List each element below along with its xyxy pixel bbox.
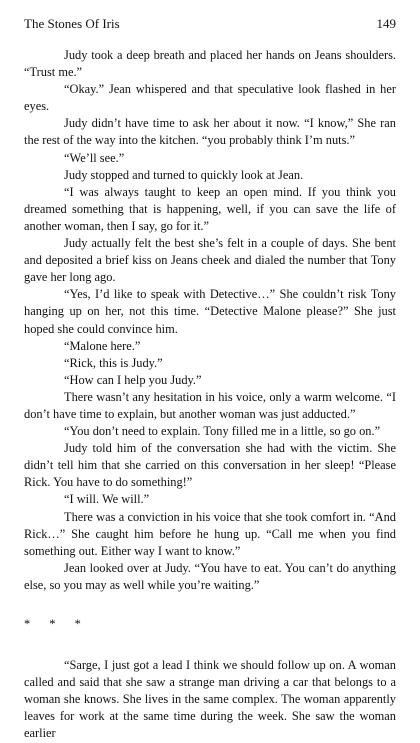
paragraph: “I will. We will.”: [64, 492, 150, 507]
paragraph: “Yes, I’d like to speak with Detective…” She couldn’t risk Tony hanging up on her, not this time. “Detective Malone please?” She just hoped she could convince him.: [24, 287, 396, 336]
running-header: [24, 16, 396, 32]
paragraph: There wasn’t any hesitation in his voice, only a warm welcome. “I don’t have time to explain, but another woman was just adducted.”: [24, 389, 396, 421]
paragraph: Judy didn’t have time to ask her about it now. “I know,” She ran the rest of the way into the kitchen. “you probably think I’m nuts.”: [24, 116, 396, 148]
paragraph: There was a conviction in his voice that she took comfort in. “And Rick…” She caught him before he hung up. “Call me when you find something out. Either way I want to know.”: [24, 509, 396, 558]
book-title: The Stones Of Iris: [24, 16, 120, 31]
paragraph: Judy took a deep breath and placed her hands on Jeans shoulders. “Trust me.”: [24, 48, 396, 80]
page-body: [24, 47, 396, 743]
paragraph: “Rick, this is Judy.”: [64, 355, 163, 370]
paragraph: Judy stopped and turned to quickly look at Jean.: [64, 167, 304, 182]
paragraph: “We’ll see.”: [64, 150, 125, 165]
paragraph: “How can I help you Judy.”: [64, 372, 202, 387]
paragraph: “I was always taught to keep an open mind. If you think you dreamed something that is happening, well, if you can save the life of another woman, then I say, go for it.”: [24, 184, 396, 233]
page-number: 149: [376, 16, 396, 31]
paragraph: “Okay.” Jean whispered and that speculative look flashed in her eyes.: [24, 82, 396, 114]
paragraph: “Sarge, I just got a lead I think we should follow up on. A woman called and said that she saw a strange man driving a car that belongs to a woman she knows. She lives in the same complex. The woman apparently leaves for work at the same time during the week. She saw the woman earlier: [24, 658, 396, 741]
paragraph: “Malone here.”: [64, 338, 141, 353]
paragraph: “You don’t need to explain. Tony filled me in a little, so go on.”: [64, 424, 381, 439]
paragraph: Jean looked over at Judy. “You have to eat. You can’t do anything else, so you may as well while you’re waiting.”: [24, 560, 396, 592]
paragraph: Judy actually felt the best she’s felt in a couple of days. She bent and deposited a brief kiss on Jeans cheek and dialed the number that Tony gave her long ago.: [24, 236, 396, 285]
paragraph: Judy told him of the conversation she had with the victim. She didn’t tell him that she carried on this conversation in her sleep! “Please Rick. You have to do something!”: [24, 441, 396, 490]
scene-break: * * *: [24, 617, 89, 631]
